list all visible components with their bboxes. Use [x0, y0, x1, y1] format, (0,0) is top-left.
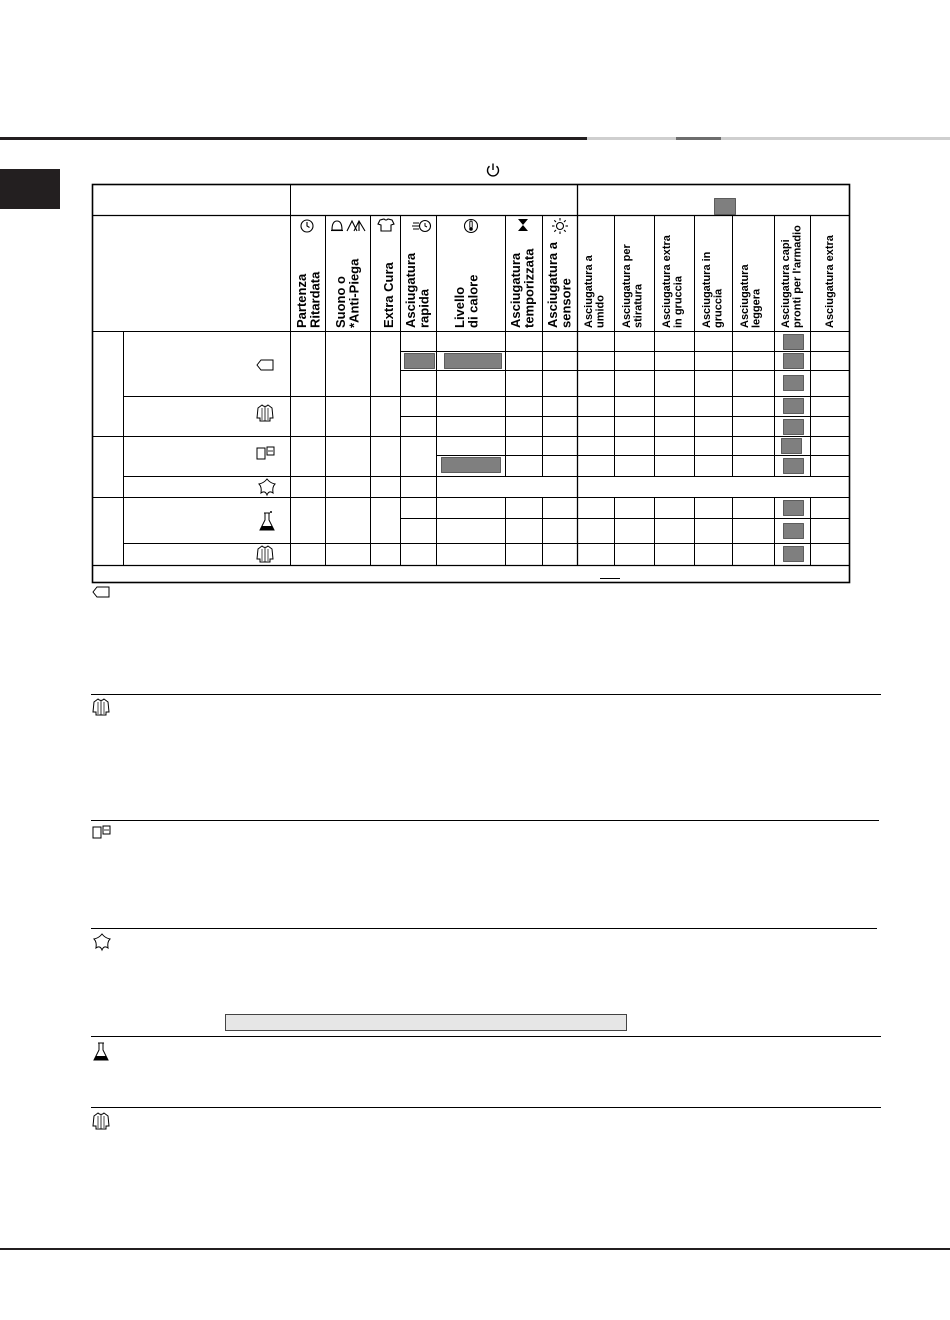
- header-extragruccia: Asciugatura extra in gruccia: [661, 235, 685, 328]
- hourglass-icon: [517, 218, 529, 232]
- bell-anticrease-icon: [329, 218, 371, 234]
- cotton-tag-icon: [256, 359, 274, 371]
- header-sensore: Asciugatura a sensore: [545, 242, 574, 328]
- header-armadio: Asciugatura capi pronti per l'armadio: [780, 225, 804, 328]
- thermometer-icon: [463, 218, 479, 234]
- delay-timer-icon: [299, 218, 315, 234]
- header-umido: Asciugatura a umido: [583, 255, 607, 328]
- header-rapida: Asciugatura rapida: [403, 252, 432, 328]
- header-stiratura: Asciugatura per stiratura: [621, 244, 645, 328]
- header-calore: Livello di calore: [452, 274, 481, 328]
- highlight-box: [225, 1014, 627, 1031]
- delicate-icon: [257, 477, 277, 497]
- flask-icon-note: [92, 1040, 110, 1062]
- header-extra: Asciugatura extra: [824, 235, 836, 328]
- towel-icon-note: [92, 825, 112, 839]
- shirt-icon-2: [256, 545, 274, 563]
- cotton-tag-icon-note: [92, 586, 110, 598]
- delicate-icon-note: [92, 932, 112, 952]
- section-rule-2: [91, 820, 879, 821]
- section-rule-1: [91, 694, 881, 695]
- section-rule-4: [91, 1036, 881, 1037]
- flask-icon: [258, 510, 276, 532]
- shirt-care-icon: [376, 218, 396, 234]
- towel-icon: [256, 446, 276, 460]
- shirt-icon-note: [92, 698, 110, 716]
- quick-dry-icon: [411, 218, 433, 234]
- header-gruccia: Asciugatura in gruccia: [701, 251, 725, 328]
- section-rule-5: [91, 1107, 881, 1108]
- header-partenza: Partenza Ritardata: [294, 271, 323, 328]
- header-temporizzata: Asciugatura temporizzata: [508, 248, 537, 328]
- shirt-icon-note-2: [92, 1112, 110, 1130]
- section-rule-3: [91, 928, 877, 929]
- footer-rule: [0, 1248, 950, 1250]
- shirt-icon: [256, 404, 274, 422]
- header-extracura: Extra Cura: [381, 262, 396, 328]
- header-suono: Suono o *Anti-Piega: [333, 258, 362, 328]
- header-leggera: Asciugatura leggera: [739, 264, 763, 328]
